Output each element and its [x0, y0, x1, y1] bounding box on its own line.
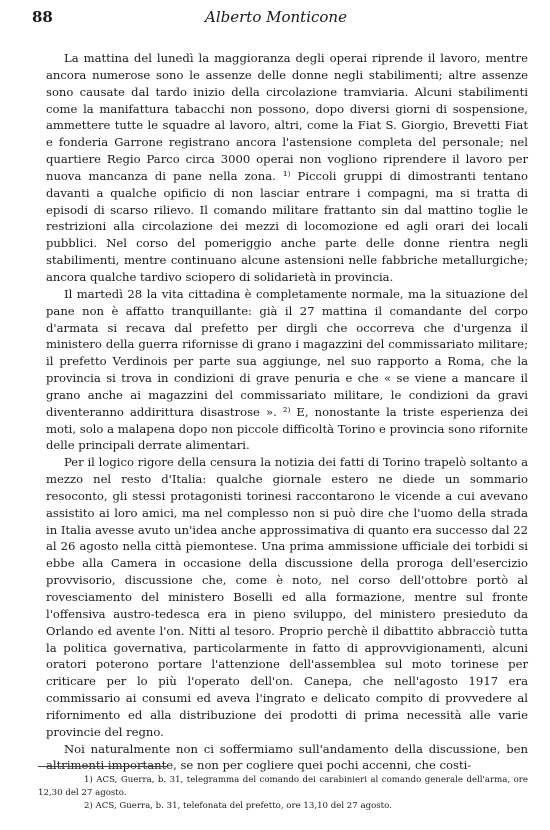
footnotes	[38, 774, 528, 813]
main-text	[46, 50, 528, 774]
running-title: Alberto Monticone	[205, 8, 347, 26]
paragraph: Per il logico rigore della censura la notizia dei fatti di Torino trapelò soltanto a mezzo nel resto d'Italia: qualche giornale estero ne diede un sommario resoconto, gli stessi protagonisti torinesi raccontarono le vicende a cui avevano assistito ai loro amici, ma nel complesso non si può dire che l'uomo della strada in Italia avesse avuto un'idea anche approssimativa di quanto era successo dal 22 al 26 agosto nella città piemontese. Una prima ammissione ufficiale dei torbidi si ebbe alla Camera in occasione della discussione della proroga dell'esercizio provvisorio, discussione che, come è noto, nel corso dell'ottobre portò al rovesciamento del ministero Boselli ed alla formazione, mentre sul fronte l'offensiva austro-tedesca era in pieno sviluppo, del ministero presieduto da Orlando ed avente l'on. Nitti al tesoro. Proprio perchè il dibattito abbracciò tutta la politica governativa, particolarmente in fatto di approvvigionamenti, alcuni oratori poterono portare l'attenzione dell'assemblea sul moto torinese per criticare per lo più l'operato dell'on. Canepa, che nell'agosto 1917 era commissario ai consumi ed aveva l'ingrato e delicato compito di provvedere al rifornimento ed alla distribuzione dei prodotti di prima necessità alle varie provincie del regno.	[46, 455, 528, 739]
footnote: 1) ACS, Guerra, b. 31, telegramma del comando dei carabinieri al comando generale dell'arma, ore 12,30 del 27 agosto.	[38, 775, 528, 798]
paragraph: Noi naturalmente non ci soffermiamo sull'andamento della discussione, ben altrimenti importante, se non per cogliere quei pochi accenni, che costi-	[46, 741, 528, 773]
paragraph: Il martedì 28 la vita cittadina è completamente normale, ma la situazione del pane non è affatto tranquillante: già il 27 mattina il comandante del corpo d'armata si recava dal prefetto per dirgli che occorreva che d'urgenza il ministero della guerra rifornisse di grano i magazzini del commissariato militare; il prefetto Verdinois per parte sua aggiunge, nel suo rapporto a Roma, che la provincia si trova in condizioni di grave penuria e che « se viene a mancare il grano anche ai magazzini del commissariato militare, le condizioni da gravi diventeranno addirittura disastrose ». ²⁾ E, nonostante la triste esperienza dei moti, solo a malapena dopo non piccole difficoltà Torino e provincia sono rifornite delle principali derrate alimentari.	[46, 286, 528, 453]
footnote-divider	[38, 766, 168, 767]
page-number: 88	[32, 8, 53, 26]
page-header	[32, 8, 520, 30]
paragraph: La mattina del lunedì la maggioranza degli operai riprende il lavoro, mentre ancora numerose sono le assenze delle donne negli stabilimenti; altre assenze sono causate dal tardo inizio della circolazione tramviaria. Alcuni stabilimenti come la manifattura tabacchi non possono, dopo diversi giorni di sospensione, ammettere tutte le squadre al lavoro, altri, come la Fiat S. Giorgio, Brevetti Fiat e fonderia Garrone registrano ancora l'astensione completa del personale; nel quartiere Regio Parco circa 3000 operai non vogliono riprendere il lavoro per nuova mancanza di pane nella zona. ¹⁾ Piccoli gruppi di dimostranti tentano davanti a qualche opificio di non lasciar entrare i compagni, ma si tratta di episodi di scarso rilievo. Il comando militare frattanto sin dal mattino toglie le restrizioni alla circolazione dei mezzi di locomozione ed agli orari dei locali pubblici. Nel corso del pomeriggio anche parte delle donne rientra negli stabilimenti, mentre continuano alcune astensioni nelle fabbriche metallurgiche; ancora qualche tardivo sciopero di solidarietà in provincia.	[46, 51, 528, 284]
footnote: 2) ACS, Guerra, b. 31, telefonata del prefetto, ore 13,10 del 27 agosto.	[84, 801, 392, 811]
